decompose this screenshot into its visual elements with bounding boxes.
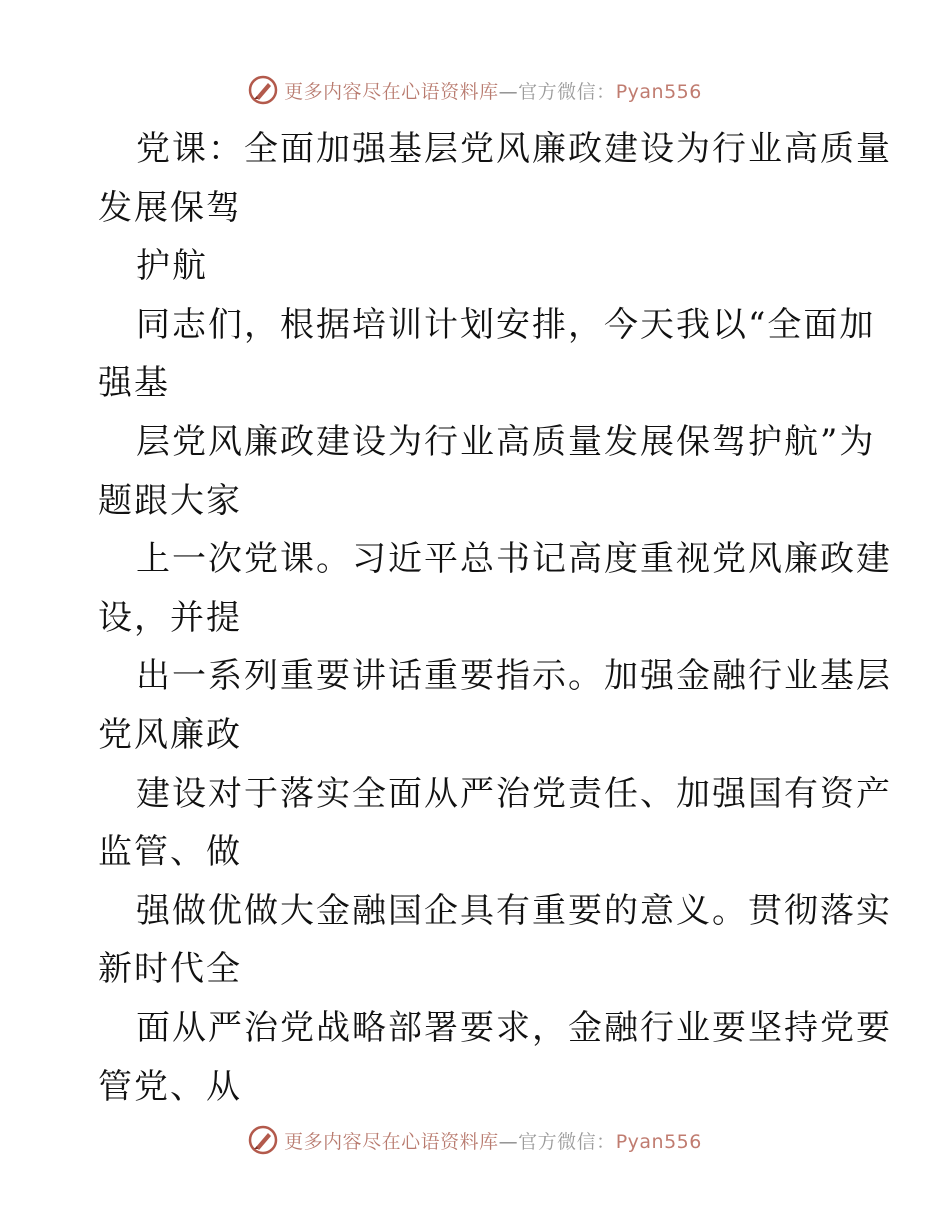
watermark-site: 更多内容尽在心语资料库 (284, 1130, 499, 1153)
paragraph-line-indented: 同志们，根据培训计划安排，今天我以“全面加 (136, 305, 876, 345)
paragraph-line-indented: 建设对于落实全面从严治党责任、加强国有资产 (136, 774, 892, 814)
watermark-wechat-label: 官方微信： (518, 1130, 616, 1153)
watermark-dash: — (498, 80, 519, 103)
paragraph-line: 管党、从 (98, 1067, 242, 1107)
watermark-wechat-label: 官方微信： (518, 80, 616, 103)
footer-watermark-banner (0, 1120, 950, 1160)
watermark-account: Pyan556 (615, 80, 702, 103)
paragraph-line: 设，并提 (98, 598, 242, 638)
header-watermark-banner (0, 70, 950, 110)
watermark-text (284, 77, 702, 104)
paragraph-line-indented: 党课：全面加强基层党风廉政建设为行业高质量 (136, 129, 892, 169)
pen-seal-logo-icon (248, 1125, 278, 1155)
paragraph-line: 监管、做 (98, 832, 242, 872)
paragraph-line-indented: 护航 (136, 246, 208, 286)
paragraph-line: 发展保驾 (98, 188, 242, 228)
watermark-text (284, 1127, 702, 1154)
paragraph-line: 党风廉政 (98, 715, 242, 755)
watermark-account: Pyan556 (615, 1130, 702, 1153)
paragraph-line: 强基 (98, 363, 170, 403)
paragraph-line-indented: 出一系列重要讲话重要指示。加强金融行业基层 (136, 656, 892, 696)
paragraph-line-indented: 上一次党课。习近平总书记高度重视党风廉政建 (136, 539, 892, 579)
watermark-site: 更多内容尽在心语资料库 (284, 80, 499, 103)
paragraph-line-indented: 面从严治党战略部署要求，金融行业要坚持党要 (136, 1008, 892, 1048)
watermark-dash: — (498, 1130, 519, 1153)
paragraph-line: 新时代全 (98, 949, 242, 989)
paragraph-line-indented: 强做优做大金融国企具有重要的意义。贯彻落实 (136, 891, 892, 931)
pen-seal-logo-icon (248, 75, 278, 105)
paragraph-line-indented: 层党风廉政建设为行业高质量发展保驾护航”为 (136, 422, 876, 462)
paragraph-line: 题跟大家 (98, 481, 242, 521)
